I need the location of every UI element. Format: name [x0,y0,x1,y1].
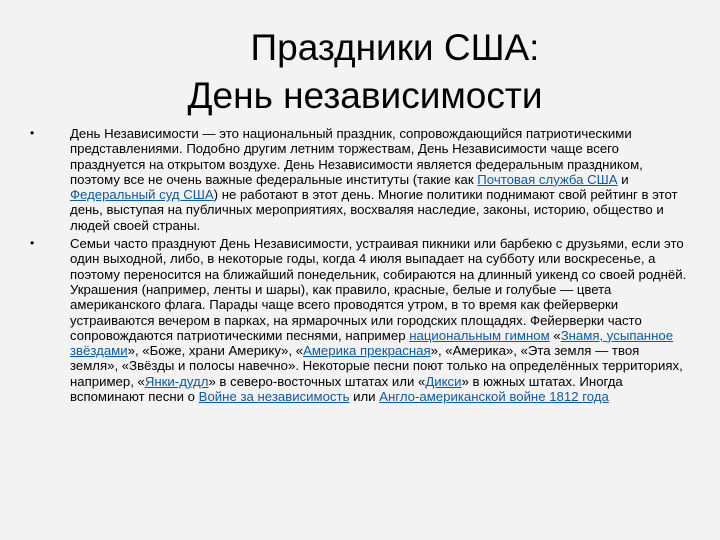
text-segment: Семьи часто празднуют День Независимости, устраивая пикники или барбекю с друзьями, если это один выходной, либо, в некоторые годы, когда 4 июля выпадает на субботу или воскресенье, а поэтому переносится на ближайший понедельник, собираются на длинный уикенд со своей роднёй. Украшения (например, ленты и шары), как правило, красные, белые и голубые — цвета американского флага. Парады чаще всего проводятся утром, в то время как фейерверки устраиваются вечером в парках, на ярмарочных или городских площадях. Фейерверки часто сопровождаются патриотическими песнями, например [70,236,687,343]
text-segment: », «Боже, храни Америку», « [127,343,304,359]
bullet-item-2 [28,236,688,404]
link-national-anthem[interactable]: национальным гимном [409,327,550,343]
text-segment: ) не работают в этот день. Многие политики поднимают свой рейтинг в этот день, выступая на публичных мероприятиях, восхваляя наследие, законы, историю, общество и людей своей страны. [70,187,678,233]
bullet-icon: • [30,236,35,251]
slide-title [0,24,720,120]
bullet-item-1 [28,126,688,233]
text-segment: или [349,389,380,405]
link-america-the-beautiful[interactable]: Америка прекрасная [303,343,431,359]
slide-body [28,126,688,407]
link-star-spangled-banner[interactable]: Знамя, усыпанное звёздами [70,327,674,359]
link-dixie[interactable]: Дикси [425,373,462,389]
text-segment: » в северо-восточных штатах или « [208,373,426,389]
paragraph-text [70,236,686,404]
text-segment: », «Америка», «Эта земля — твоя земля», «Звёзды и полосы навечно». Некоторые песни поют только на определённых территориях, например, « [70,343,683,389]
link-yankee-doodle[interactable]: Янки-дудл [144,373,209,389]
link-revolutionary-war[interactable]: Войне за независимость [198,389,350,405]
text-segment: и [617,171,629,187]
link-war-of-1812[interactable]: Англо-американской войне 1812 года [379,389,609,405]
link-postal-service[interactable]: Почтовая служба США [477,171,618,187]
text-segment: « [549,327,561,343]
text-segment: » в южных штатах. Иногда вспоминают песни о [70,373,623,405]
text-segment: День Независимости — это национальный праздник, сопровождающийся патриотическими представлениями. Подобно другим летним торжествам, День Независимости чаще всего празднуется на открытом воздухе. День Независимости является федеральным праздником, поэтому все не очень важные федеральные институты (такие как [70,126,643,187]
paragraph-text [70,126,678,233]
title-line-2: День независимости [187,75,543,116]
link-federal-court[interactable]: Федеральный суд США [70,187,214,203]
bullet-icon: • [30,126,35,140]
title-line-1: Праздники США: [250,27,540,68]
